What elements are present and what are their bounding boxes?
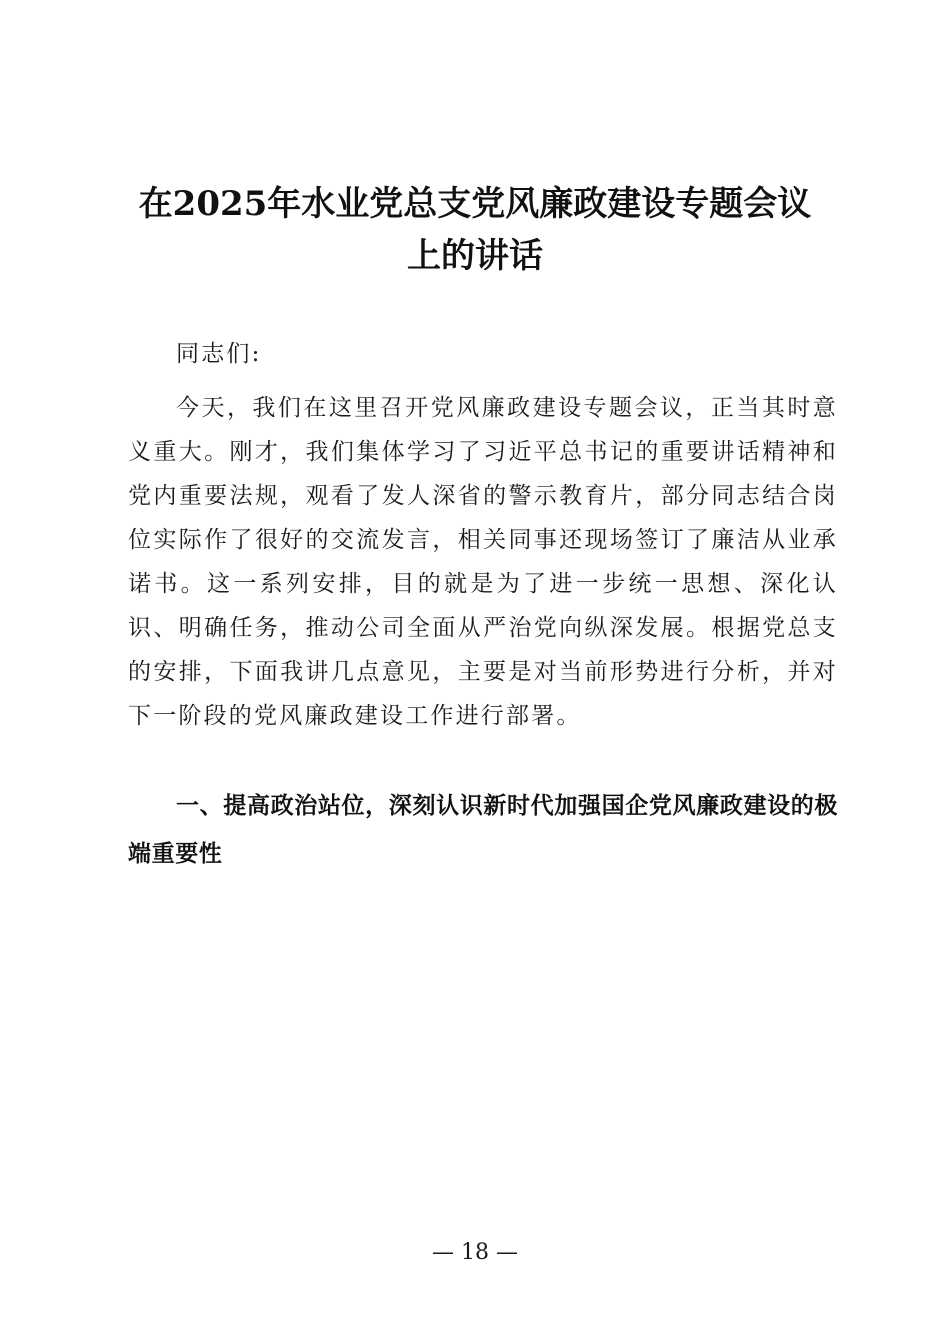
document-title-line-1: 在2025年水业党总支党风廉政建设专题会议 <box>138 184 812 224</box>
document-title-line-2: 上的讲话 <box>407 236 543 276</box>
paragraph-1: 今天，我们在这里召开党风廉政建设专题会议，正当其时意义重大。刚才，我们集体学习了习近平总书记的重要讲话精神和党内重要法规，观看了发人深省的警示教育片，部分同志结合岗位实际作了很好的交流发言，相关同事还现场签订了廉洁从业承诺书。这一系列安排，目的就是为了进一步统一思想、深化认识、明确任务，推动公司全面从严治党向纵深发展。根据党总支的安排，下面我讲几点意见，主要是对当前形势进行分析，并对下一阶段的党风廉政建设工作进行部署。 <box>128 395 838 729</box>
greeting: 同志们: <box>176 341 262 367</box>
section-heading-1: 一、提高政治站位，深刻认识新时代加强国企党风廉政建设的极端重要性 <box>128 793 838 867</box>
page-number: — 18 — <box>432 1240 518 1265</box>
